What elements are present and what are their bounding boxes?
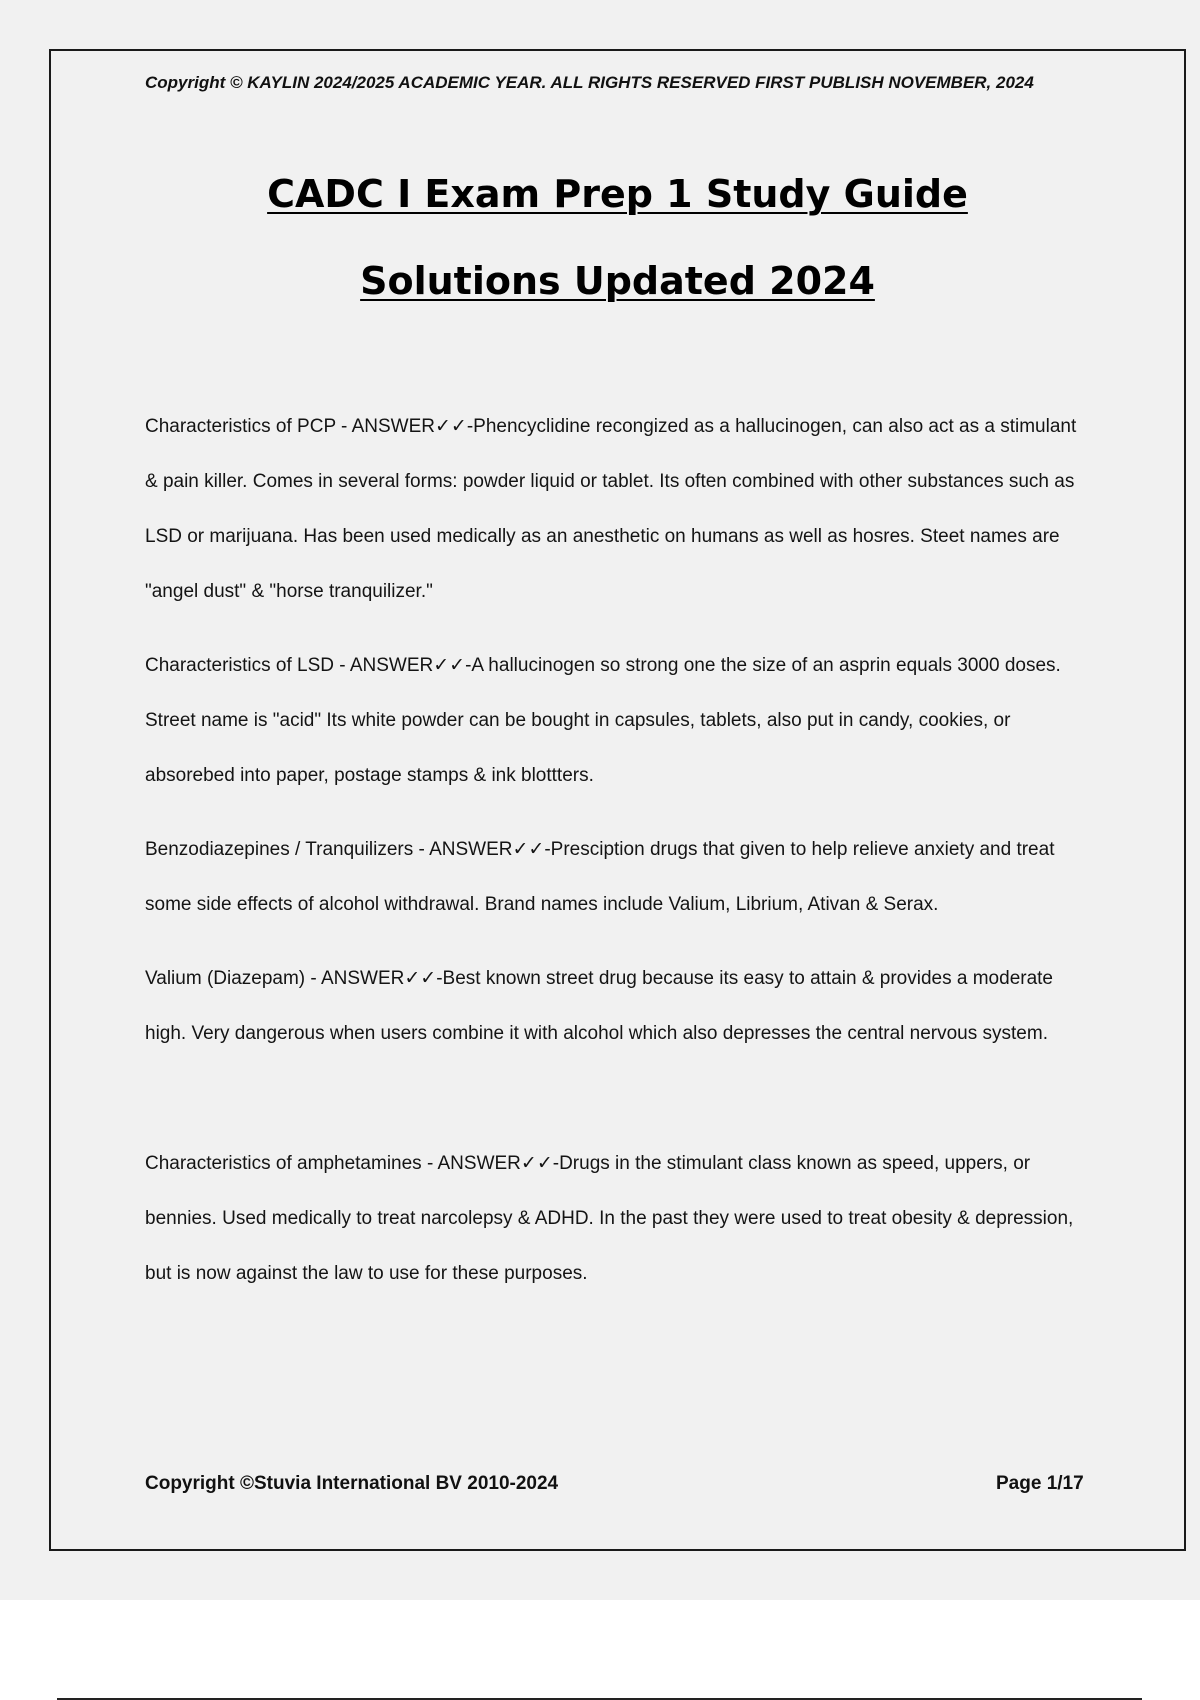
header-copyright: Copyright © KAYLIN 2024/2025 ACADEMIC YEAR. ALL RIGHTS RESERVED FIRST PUBLISH NOVEMBER, 2024 xyxy=(145,73,1034,92)
document-title-line-2 xyxy=(145,259,1090,303)
qa-item-pcp xyxy=(145,399,1090,619)
qa-answer: Drugs in the stimulant class known as speed, uppers, or bennies. Used medically to treat narcolepsy & ADHD. In the past they were used to treat obesity & depression, but is now against the law to use for these purposes. xyxy=(145,1153,1074,1284)
qa-item-valium xyxy=(145,951,1090,1061)
title-text-2: Solutions Updated 2024 xyxy=(360,259,875,303)
qa-term: Valium (Diazepam) - ANSWER✓✓- xyxy=(145,968,443,989)
qa-item-benzodiazepines xyxy=(145,822,1090,932)
qa-answer: Phencyclidine recongized as a hallucinogen, can also act as a stimulant & pain killer. Comes in several forms: powder liquid or tablet. Its often combined with other substances such as LSD or marijuana. Has been used medically as an anesthetic on humans as well as hosres. Steet names are "angel dust" & "horse tranquilizer." xyxy=(145,416,1077,602)
footer-copyright: Copyright ©Stuvia International BV 2010-2024 xyxy=(145,1473,559,1494)
qa-answer: Best known street drug because its easy to attain & provides a moderate high. Very dangerous when users combine it with alcohol which also depresses the central nervous system. xyxy=(145,968,1053,1044)
qa-term: Characteristics of PCP - ANSWER✓✓- xyxy=(145,416,474,437)
document-title-line-1 xyxy=(145,172,1090,216)
qa-answer: A hallucinogen so strong one the size of an asprin equals 3000 doses. Street name is "acid" Its white powder can be bought in capsules, tablets, also put in candy, cookies, or absorebed into paper, postage stamps & ink blottters. xyxy=(145,655,1061,786)
qa-term: Characteristics of LSD - ANSWER✓✓- xyxy=(145,655,472,676)
qa-item-amphetamines xyxy=(145,1136,1090,1301)
qa-term: Characteristics of amphetamines - ANSWER✓✓- xyxy=(145,1153,560,1174)
qa-answer: Presciption drugs that given to help relieve anxiety and treat some side effects of alcohol withdrawal. Brand names include Valium, Librium, Ativan & Serax. xyxy=(145,839,1055,915)
qa-item-lsd xyxy=(145,638,1090,803)
page-number: Page 1/17 xyxy=(996,1473,1084,1494)
qa-term: Benzodiazepines / Tranquilizers - ANSWER✓✓- xyxy=(145,839,551,860)
title-text-1: CADC I Exam Prep 1 Study Guide xyxy=(267,172,968,216)
